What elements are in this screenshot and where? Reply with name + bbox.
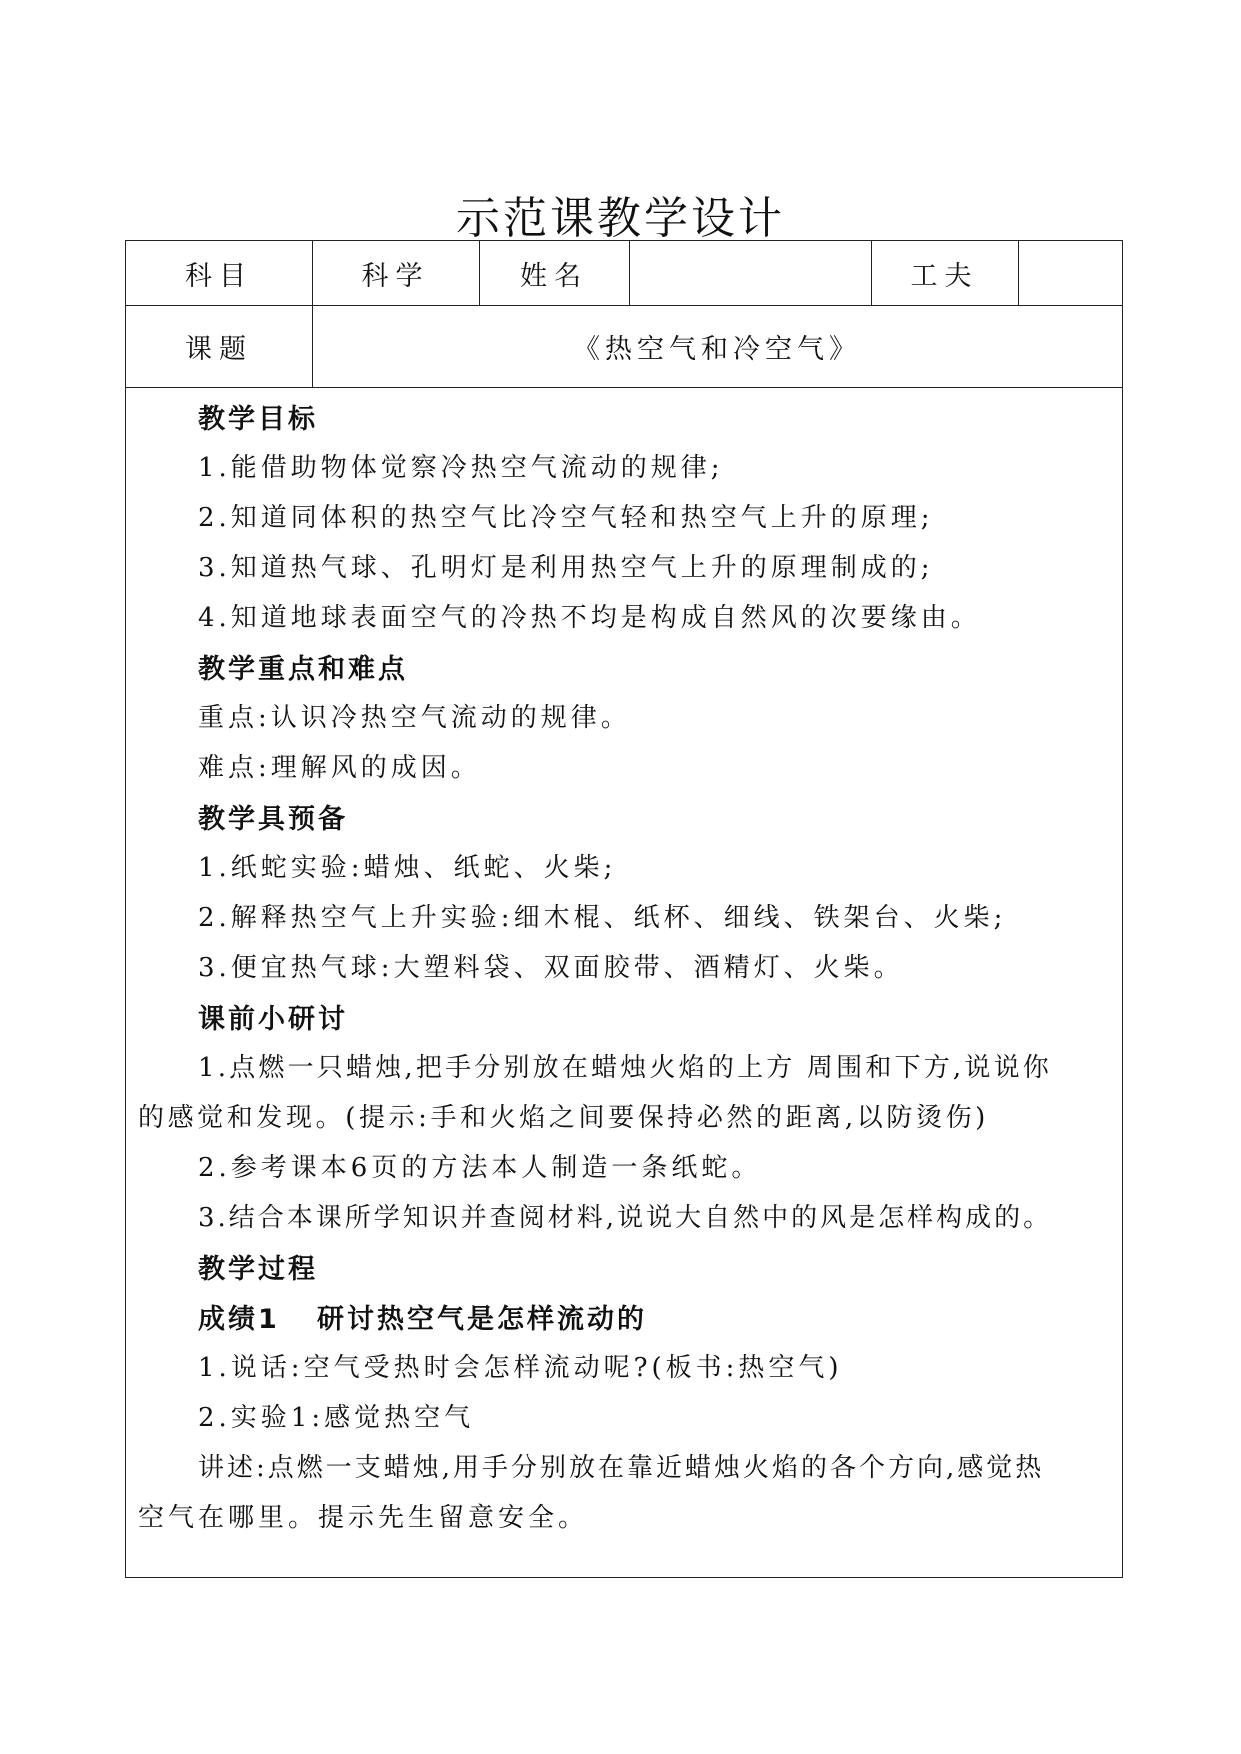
process-heading: 教学过程 — [198, 1254, 318, 1285]
goal-item: 3.知道热气球、孔明灯是利用热空气上升的原理制成的; — [198, 553, 934, 583]
page-title: 示范课教学设计 — [456, 193, 785, 244]
activity-description: 讲述:点燃一支蜡烛,用手分别放在靠近蜡烛火焰的各个方向,感觉热 — [198, 1453, 1045, 1483]
materials-heading: 教学具预备 — [198, 804, 348, 835]
material-item: 2.解释热空气上升实验:细木棍、纸杯、细线、铁架台、火柴; — [198, 903, 1007, 933]
goals-heading: 教学目标 — [198, 404, 318, 435]
goal-item: 4.知道地球表面空气的冷热不均是构成自然风的次要缘由。 — [198, 603, 981, 633]
work-label: 工夫 — [910, 260, 979, 292]
topic-value: 《热空气和冷空气》 — [573, 333, 861, 365]
keypoints-heading: 教学重点和难点 — [198, 654, 408, 685]
material-item: 3.便宜热气球:大塑料袋、双面胶带、酒精灯、火柴。 — [198, 953, 904, 983]
activity-description-continued: 空气在哪里。提示先生留意安全。 — [138, 1503, 589, 1533]
prestudy-item: 2.参考课本6页的方法本人制造一条纸蛇。 — [198, 1153, 762, 1183]
name-value — [629, 241, 871, 305]
goal-item: 1.能借助物体觉察冷热空气流动的规律; — [198, 453, 724, 483]
goal-item: 2.知道同体积的热空气比冷空气轻和热空气上升的原理; — [198, 503, 934, 533]
prestudy-item-continued: 的感觉和发现。(提示:手和火焰之间要保持必然的距离,以防烫伤) — [138, 1103, 989, 1133]
difficulty-text: 难点:理解风的成因。 — [198, 753, 481, 783]
prestudy-item: 1.点燃一只蜡烛,把手分别放在蜡烛火焰的上方 周围和下方,说说你 — [198, 1053, 1053, 1083]
work-value — [1018, 241, 1122, 305]
prestudy-heading: 课前小研讨 — [198, 1004, 348, 1035]
lesson-plan-table — [125, 240, 1123, 1578]
prestudy-item: 3.结合本课所学知识并查阅材料,说说大自然中的风是怎样构成的。 — [198, 1203, 1053, 1233]
topic-label: 课题 — [185, 333, 253, 365]
keypoint-text: 重点:认识冷热空气流动的规律。 — [198, 703, 631, 733]
activity-heading: 成绩1 研讨热空气是怎样流动的 — [198, 1304, 647, 1335]
table-divider — [126, 387, 1122, 388]
activity-item: 2.实验1:感觉热空气 — [198, 1403, 475, 1433]
subject-value: 科学 — [361, 260, 430, 292]
subject-label: 科目 — [185, 260, 253, 292]
name-label: 姓名 — [520, 260, 588, 292]
activity-item: 1.说话:空气受热时会怎样流动呢?(板书:热空气) — [198, 1353, 843, 1383]
material-item: 1.纸蛇实验:蜡烛、纸蛇、火柴; — [198, 853, 617, 883]
